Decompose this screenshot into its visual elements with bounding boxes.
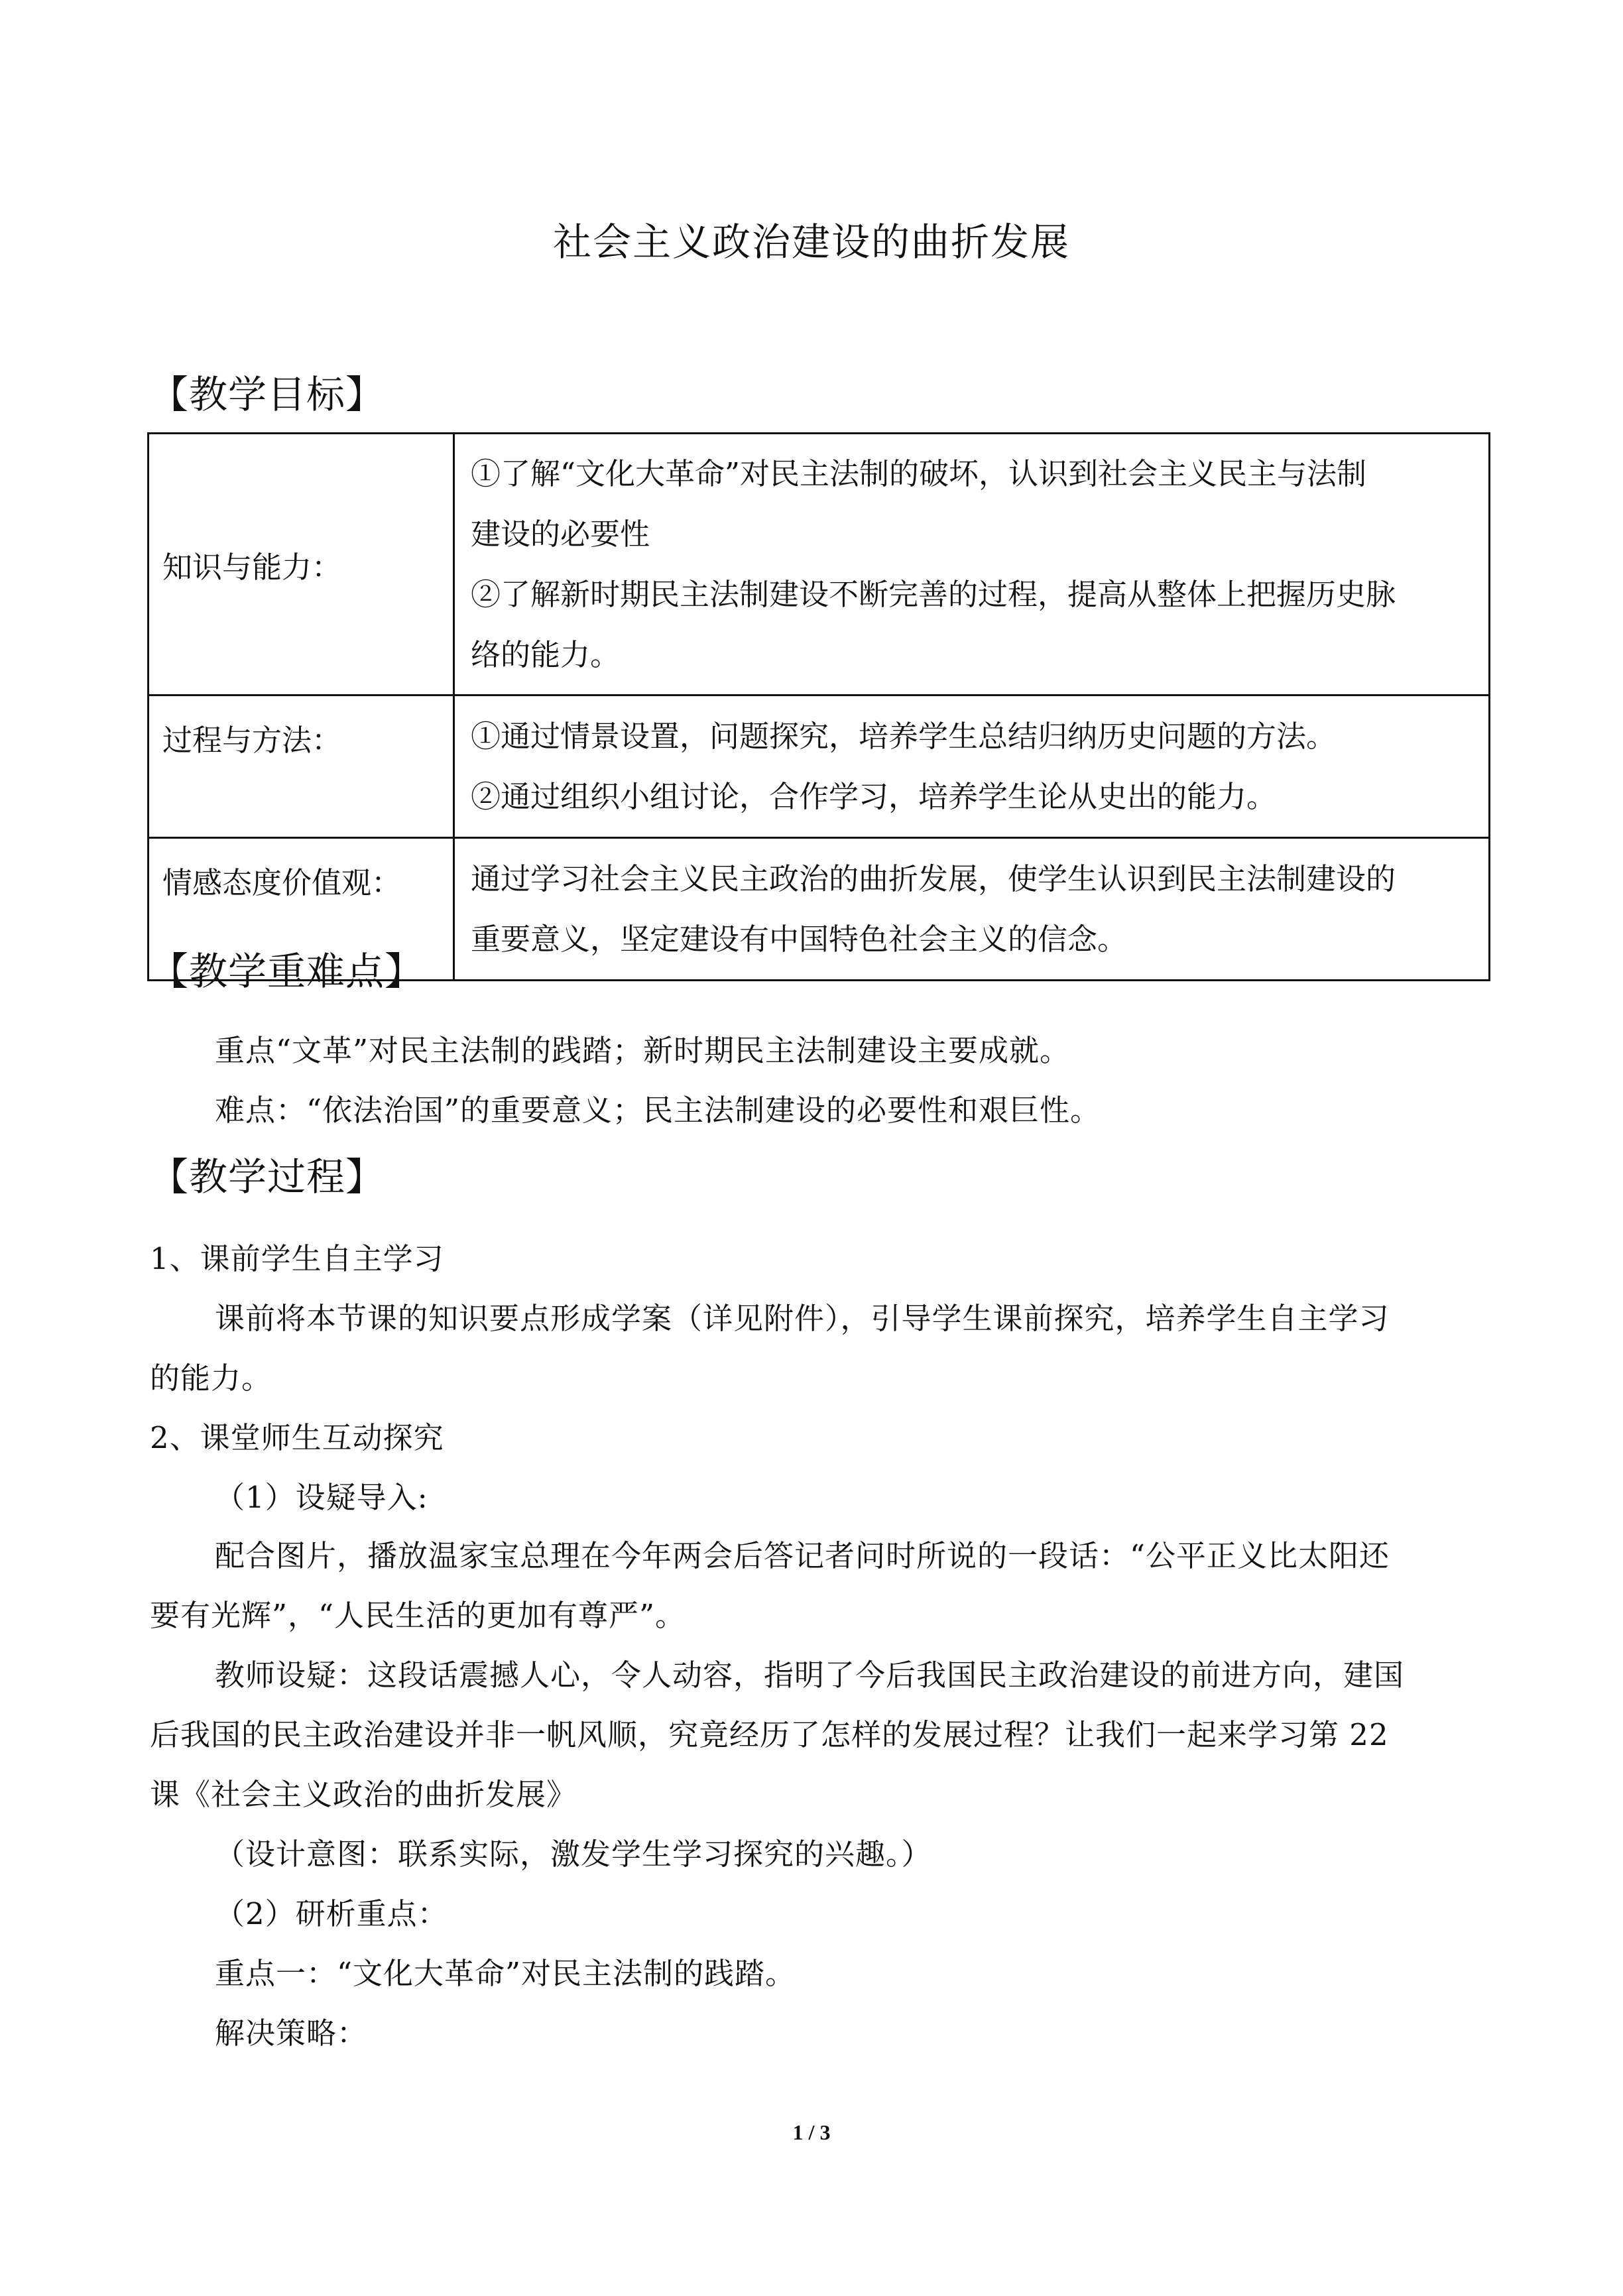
step-title: 2、课堂师生互动探究 [150, 1420, 444, 1455]
goals-table [147, 432, 1490, 981]
sub-title: （2）研析重点： [215, 1896, 448, 1931]
paragraph-line: 教师设疑：这段话震撼人心，令人动容，指明了今后我国民主政治建设的前进方向，建国 [215, 1658, 1405, 1693]
paragraph-line: 解决策略： [215, 2016, 368, 2051]
design-note: （设计意图：联系实际，激发学生学习探究的兴趣。） [215, 1837, 932, 1872]
paragraph-line: 课前将本节课的知识要点形成学案（详见附件），引导学生课前探究，培养学生自主学习 [215, 1301, 1390, 1336]
label-process: 过程与方法： [149, 695, 454, 838]
process-line: ①通过情景设置，问题探究，培养学生总结归纳历史问题的方法。 [471, 719, 1337, 754]
knowledge-line: 建设的必要性 [471, 516, 650, 552]
section-heading-process: 【教学过程】 [150, 1154, 385, 1199]
emotion-line: 重要意义，坚定建设有中国特色社会主义的信念。 [471, 922, 1128, 957]
paragraph-line: 要有光辉”，“人民生活的更加有尊严”。 [150, 1598, 686, 1633]
difficult-point-text: 难点：“依法治国”的重要意义；民主法制建设的必要性和艰巨性。 [215, 1093, 1101, 1128]
paragraph-line: 配合图片，播放温家宝总理在今年两会后答记者问时所说的一段话：“公平正义比太阳还 [215, 1538, 1390, 1573]
knowledge-line: ①了解“文化大革命”对民主法制的破坏，认识到社会主义民主与法制 [471, 456, 1367, 491]
section-heading-key-points: 【教学重难点】 [150, 949, 424, 994]
knowledge-line: 络的能力。 [471, 637, 621, 672]
table-row-knowledge [149, 434, 1490, 695]
paragraph-line: 课《社会主义政治的曲折发展》 [150, 1777, 577, 1812]
key-point-text: 重点“文革”对民主法制的践踏；新时期民主法制建设主要成就。 [215, 1033, 1071, 1068]
page-title: 社会主义政治建设的曲折发展 [552, 219, 1070, 265]
paragraph-line: 后我国的民主政治建设并非一帆风顺，究竟经历了怎样的发展过程？让我们一起来学习第 22 [150, 1717, 1389, 1752]
page-number: 1 / 3 [792, 2120, 831, 2144]
table-row-process [149, 695, 1490, 838]
paragraph-line: 重点一：“文化大革命”对民主法制的践踏。 [215, 1956, 796, 1991]
content-emotion [454, 838, 1490, 981]
paragraph-line: 的能力。 [150, 1360, 272, 1396]
label-knowledge: 知识与能力： [149, 434, 454, 695]
process-line: ②通过组织小组讨论，合作学习，培养学生论从史出的能力。 [471, 779, 1277, 814]
knowledge-line: ②了解新时期民主法制建设不断完善的过程，提高从整体上把握历史脉 [471, 577, 1396, 612]
content-process [454, 695, 1490, 838]
sub-title: （1）设疑导入: [215, 1480, 428, 1515]
step-title: 1、课前学生自主学习 [150, 1241, 444, 1276]
emotion-line: 通过学习社会主义民主政治的曲折发展，使学生认识到民主法制建设的 [471, 861, 1396, 896]
content-knowledge [454, 434, 1490, 695]
section-heading-goals: 【教学目标】 [150, 372, 385, 417]
label-emotion: 情感态度价值观： [149, 838, 454, 981]
